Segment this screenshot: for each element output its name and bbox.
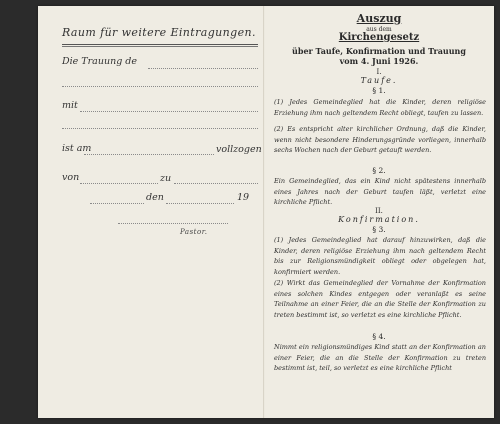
dotline-signature [118, 223, 228, 224]
section-title-konfirmation: Konfirmation. [338, 215, 420, 224]
heading-date: vom 4. Juni 1926. [339, 56, 419, 66]
label-von: von [62, 172, 80, 183]
label-den: den [146, 192, 164, 203]
paragraph-4: § 4. [372, 332, 386, 341]
dotline-ist-am [84, 154, 214, 155]
paragraph-3: § 3. [372, 225, 386, 234]
label-mit: mit [62, 100, 78, 111]
section-title-taufe: Taufe. [360, 76, 398, 85]
paragraph-1-text: (1) Jedes Gemeindeglied hat die Kinder, deren religiöse Erziehung ihm nach geltendem Recht obliegt, taufen zu lassen. [274, 98, 486, 117]
paragraph-4-text: Nimmt ein religionsmündiges Kind statt an der Konfirmation an einer Feier, die an die Stelle der Konfirmation zu treten bestimmt ist, teil, so verletzt es eine kirchliche Pflicht [274, 343, 486, 373]
paragraph-1: § 1. [372, 86, 386, 95]
title-rule-2 [62, 46, 258, 47]
dotline-4 [62, 128, 258, 129]
label-pastor: Pastor. [180, 228, 208, 236]
dotline-trauung [148, 68, 258, 69]
paragraph-3-text: (1) Jedes Gemeindeglied hat darauf hinzuwirken, daß die Kinder, deren religiöse Erziehung ihm nach geltendem Recht bis zur Religionsmündigkeit obliegt oder obgelegen hat, konfirmiert werden. [274, 236, 486, 276]
section-roman-2: II. [375, 207, 383, 215]
label-vollzogen: vollzogen [216, 144, 262, 155]
title-rule [62, 44, 258, 45]
right-page [268, 10, 490, 410]
label-trauung: Die Trauung de [62, 56, 137, 67]
label-year: 19 [237, 192, 250, 203]
heading-auszug: Auszug [356, 12, 402, 25]
paragraph-1-text-2: (2) Es entspricht alter kirchlicher Ordnung, daß die Kinder, wenn nicht besondere Hinderungsgründe vorliegen, innerhalb sechs Wochen nach der Geburt getauft werden. [274, 125, 486, 155]
page-fold [263, 6, 265, 418]
dotline-zu [174, 183, 258, 184]
label-ist-am: ist am [62, 143, 92, 154]
dotline-den [166, 203, 234, 204]
paragraph-2: § 2. [372, 166, 386, 175]
dotline-mit [80, 111, 258, 112]
dotline-von [80, 183, 158, 184]
paragraph-2-text: Ein Gemeindeglied, das ein Kind nicht spätestens innerhalb eines Jahres nach der Geburt taufen läßt, verletzt eine kirchliche Pflicht. [274, 177, 486, 207]
section-roman-1: I. [376, 68, 382, 76]
heading-subject: über Taufe, Konfirmation und Trauung [292, 46, 466, 56]
heading-kirchengesetz: Kirchengesetz [338, 32, 420, 43]
heading-aus-dem: aus dem [366, 26, 392, 33]
left-page-title: Raum für weitere Eintragungen. [62, 26, 256, 39]
dotline-den-pre [90, 203, 144, 204]
label-zu: zu [160, 173, 172, 184]
left-page [48, 10, 262, 410]
paragraph-3-text-2: (2) Wirkt das Gemeindeglied der Vornahme der Konfirmation eines solchen Kindes entgegen oder veranlaßt es seine Teilnahme an einer Feier, die an die Stelle der Konfirmation zu treten bestimmt ist, so verletzt es eine kirchliche Pflicht. [274, 279, 486, 319]
dotline-2 [62, 86, 258, 87]
